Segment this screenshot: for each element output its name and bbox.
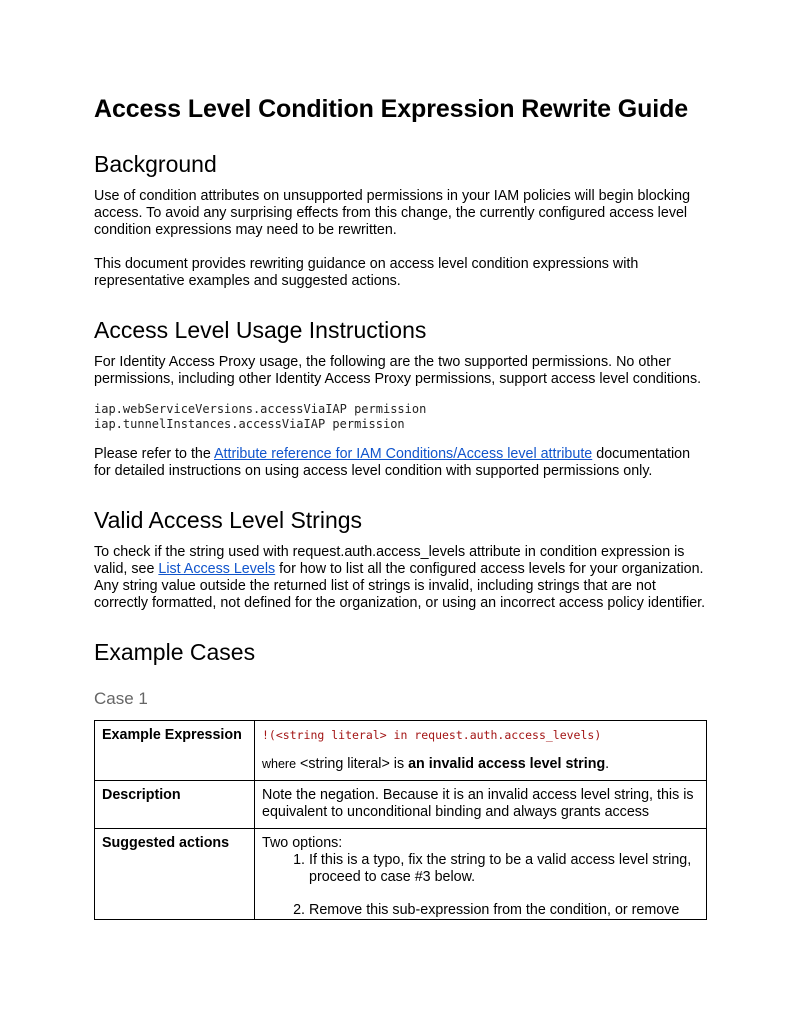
background-paragraph-1: Use of condition attributes on unsupported permissions in your IAM policies will begin blocking access. To avoid any surprising effects from this change, the currently configured access level condition expressions may need to be rewritten. bbox=[94, 188, 691, 238]
refer-text-after: documentation for detailed instructions on using access level condition with supported permissions only. bbox=[94, 446, 691, 479]
description-label-cell: Description bbox=[95, 781, 255, 829]
expression-label-cell: Example Expression bbox=[95, 721, 255, 781]
actions-intro: Two options: bbox=[262, 835, 343, 851]
where-end-text: . bbox=[605, 756, 610, 772]
actions-list bbox=[262, 852, 699, 919]
expression-code: !(<string literal> in request.auth.access_levels) bbox=[262, 728, 602, 742]
section-heading-valid-strings: Valid Access Level Strings bbox=[94, 507, 363, 533]
section-heading-example-cases: Example Cases bbox=[94, 639, 256, 665]
permissions-code-block bbox=[94, 402, 708, 432]
background-paragraph-2: This document provides rewriting guidance on access level condition expressions with representative examples and suggested actions. bbox=[94, 256, 639, 289]
table-row bbox=[95, 781, 707, 829]
section-heading-background: Background bbox=[94, 151, 217, 177]
where-word: where bbox=[262, 757, 297, 771]
actions-label-cell: Suggested actions bbox=[95, 829, 255, 920]
refer-paragraph bbox=[94, 446, 708, 480]
document-page bbox=[94, 94, 708, 920]
list-item: 1. If this is a typo, fix the string to be a valid access level string, proceed to case #3 below. bbox=[309, 852, 699, 886]
expression-where-line bbox=[262, 756, 699, 773]
valid-text-after: for how to list all the configured access levels for your organization. Any string value outside the returned list of strings is invalid, including strings that are not correctly formatted, not defined for the organization, or using an incorrect access policy identifier. bbox=[94, 561, 706, 611]
case-1-table bbox=[94, 720, 707, 920]
list-access-levels-link[interactable]: List Access Levels bbox=[158, 561, 276, 577]
case-1-heading: Case 1 bbox=[94, 689, 148, 708]
section-heading-usage: Access Level Usage Instructions bbox=[94, 317, 427, 343]
valid-strings-paragraph bbox=[94, 544, 708, 612]
page-title: Access Level Condition Expression Rewrite Guide bbox=[94, 95, 689, 123]
table-row bbox=[95, 721, 707, 781]
where-mid-text: <string literal> is bbox=[296, 756, 409, 772]
list-spacer bbox=[309, 886, 699, 902]
list-item: 2. Remove this sub-expression from the condition, or remove bbox=[309, 902, 699, 919]
actions-value-cell bbox=[255, 829, 707, 920]
valid-text-before: To check if the string used with request.auth.access_levels attribute in condition expression is valid, see bbox=[94, 544, 685, 577]
where-bold-text: an invalid access level string bbox=[408, 756, 606, 772]
table-row bbox=[95, 829, 707, 920]
code-line: iap.webServiceVersions.accessViaIAP permission bbox=[94, 402, 427, 416]
code-line: iap.tunnelInstances.accessViaIAP permission bbox=[94, 417, 405, 431]
refer-text-before: Please refer to the bbox=[94, 446, 215, 462]
expression-value-cell bbox=[255, 721, 707, 781]
usage-paragraph: For Identity Access Proxy usage, the following are the two supported permissions. No other permissions, including other Identity Access Proxy permissions, support access level conditions. bbox=[94, 354, 702, 387]
description-value-cell: Note the negation. Because it is an invalid access level string, this is equivalent to unconditional binding and always grants access bbox=[255, 781, 707, 829]
attribute-reference-link[interactable]: Attribute reference for IAM Conditions/Access level attribute bbox=[214, 446, 593, 462]
